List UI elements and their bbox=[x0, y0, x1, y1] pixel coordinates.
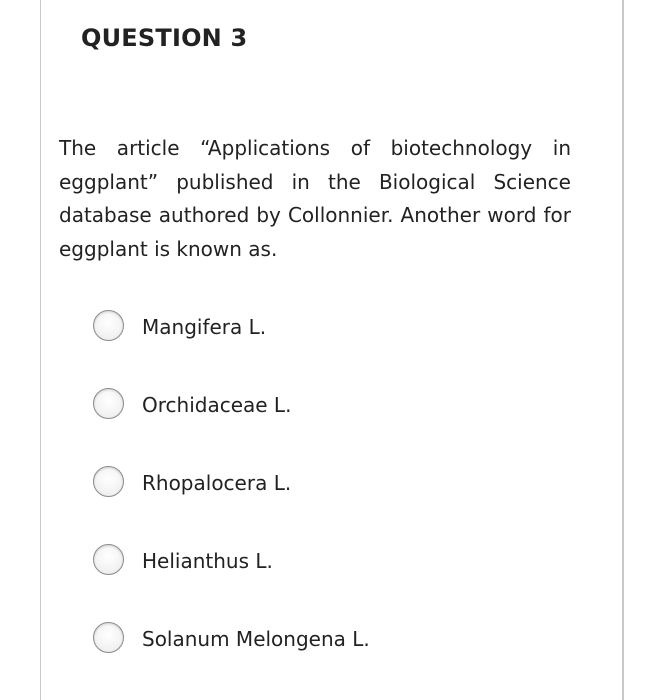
option-helianthus[interactable] bbox=[93, 537, 553, 581]
radio-button[interactable] bbox=[93, 622, 124, 653]
option-rhopalocera[interactable] bbox=[93, 459, 553, 503]
option-label[interactable]: Rhopalocera L. bbox=[142, 471, 292, 495]
option-label[interactable]: Mangifera L. bbox=[142, 315, 267, 339]
option-label[interactable]: Helianthus L. bbox=[142, 549, 273, 573]
radio-button[interactable] bbox=[93, 310, 124, 341]
question-text: The article “Applications of biotechnology in eggplant” published in the Biological Science database authored by Collonnier. Another word for eggplant is known as. bbox=[59, 136, 571, 261]
option-mangifera[interactable] bbox=[93, 303, 553, 347]
answer-options bbox=[93, 303, 553, 693]
option-orchidaceae[interactable] bbox=[93, 381, 553, 425]
question-card bbox=[40, 0, 624, 700]
radio-button[interactable] bbox=[93, 388, 124, 419]
option-solanum-melongena[interactable] bbox=[93, 615, 553, 659]
radio-button[interactable] bbox=[93, 544, 124, 575]
question-title: QUESTION 3 bbox=[81, 24, 248, 52]
option-label[interactable]: Solanum Melongena L. bbox=[142, 627, 370, 651]
option-label[interactable]: Orchidaceae L. bbox=[142, 393, 292, 417]
radio-button[interactable] bbox=[93, 466, 124, 497]
